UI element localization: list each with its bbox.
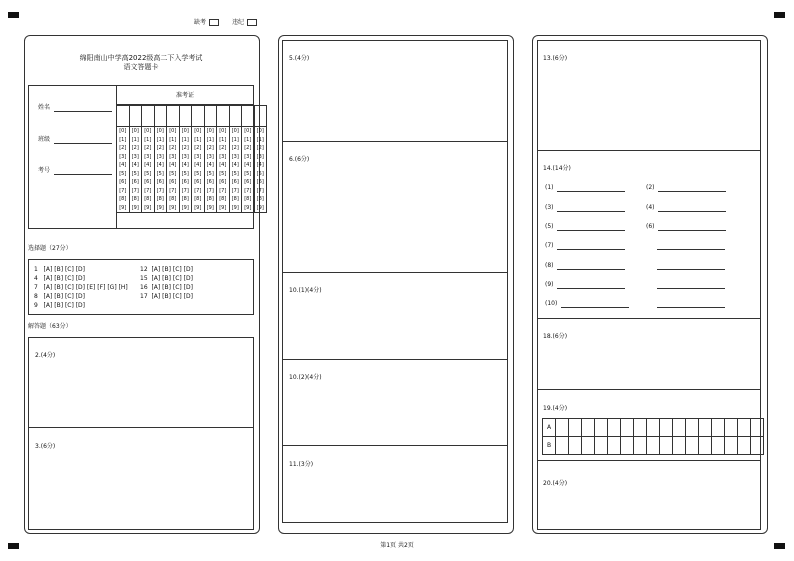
q14-item-label: (1) <box>545 184 554 191</box>
q10-1-label: 10.(1)(4分) <box>289 287 322 294</box>
q3-label: 3.(6分) <box>35 443 56 450</box>
q10-2-label: 10.(2)(4分) <box>289 374 322 381</box>
digit-bubble-column[interactable]: [0] [1] [2] [3] [4] [5] [6] [7] [8] [9] <box>254 127 267 213</box>
choice-row[interactable]: 4 [A] [B] [C] [D] <box>34 275 86 282</box>
q14-item-label: (5) <box>545 223 554 230</box>
q19-cell[interactable] <box>647 437 660 455</box>
q14-blank[interactable] <box>557 211 625 212</box>
q19-cell[interactable] <box>556 419 569 437</box>
digit-input-cell[interactable] <box>217 106 230 127</box>
digit-input-cell[interactable] <box>229 106 242 127</box>
q14-blank[interactable] <box>658 230 726 231</box>
q14-blank[interactable] <box>657 269 725 270</box>
choice-row[interactable]: 16 [A] [B] [C] [D] <box>140 284 193 291</box>
registration-mark <box>8 12 19 18</box>
answer-box-q14 <box>537 150 761 319</box>
q14-blank[interactable] <box>557 249 625 250</box>
choice-row[interactable]: 15 [A] [B] [C] [D] <box>140 275 193 282</box>
choice-row[interactable]: 17 [A] [B] [C] [D] <box>140 293 193 300</box>
q14-item-label: (6) <box>646 223 655 230</box>
digit-bubble-column[interactable]: [0] [1] [2] [3] [4] [5] [6] [7] [8] [9] <box>179 127 192 213</box>
q19-cell[interactable] <box>712 419 725 437</box>
q19-cell[interactable] <box>725 437 738 455</box>
class-field[interactable] <box>54 143 112 144</box>
violation-marker <box>232 19 257 26</box>
choice-row[interactable]: 8 [A] [B] [C] [D] <box>34 293 86 300</box>
digit-bubble-column[interactable]: [0] [1] [2] [3] [4] [5] [6] [7] [8] [9] <box>117 127 130 213</box>
digit-input-cell[interactable] <box>254 106 267 127</box>
answer-box-q13[interactable] <box>537 40 761 151</box>
q18-label: 18.(6分) <box>543 333 568 340</box>
answer-box-q20[interactable] <box>537 460 761 530</box>
q19-cell[interactable] <box>699 419 712 437</box>
q20-label: 20.(4分) <box>543 480 568 487</box>
digit-input-cell[interactable] <box>242 106 255 127</box>
q19-cell[interactable] <box>738 437 751 455</box>
registration-mark <box>774 12 785 18</box>
q14-blank[interactable] <box>557 269 625 270</box>
answer-section-title: 解答题（63分） <box>28 323 72 330</box>
answer-box-q18[interactable] <box>537 318 761 390</box>
q19-cell[interactable] <box>608 419 621 437</box>
exam-number-field-label: 考号 <box>38 167 51 174</box>
q14-item-label: (2) <box>646 184 655 191</box>
q19-label: 19.(4分) <box>543 405 568 412</box>
q19-cell[interactable] <box>699 437 712 455</box>
q14-item-label: (8) <box>545 262 554 269</box>
q5-label: 5.(4分) <box>289 55 310 62</box>
q14-label: 14.(14分) <box>543 165 571 172</box>
digit-bubble-column[interactable]: [0] [1] [2] [3] [4] [5] [6] [7] [8] [9] <box>154 127 167 213</box>
q14-blank[interactable] <box>657 288 725 289</box>
q19-cell[interactable] <box>660 437 673 455</box>
class-field-label: 班级 <box>38 136 51 143</box>
answer-box-q11[interactable] <box>282 445 508 523</box>
q19-cell[interactable] <box>569 419 582 437</box>
q14-blank[interactable] <box>561 307 629 308</box>
digit-input-cell[interactable] <box>117 106 130 127</box>
subject-title: 语文答题卡 <box>123 63 159 71</box>
choice-row[interactable]: 9 [A] [B] [C] [D] <box>34 302 86 309</box>
answer-box-q2[interactable] <box>28 337 254 428</box>
q19-cell[interactable] <box>569 437 582 455</box>
exam-number-field[interactable] <box>54 174 112 175</box>
absent-marker <box>194 19 219 26</box>
digit-input-cell[interactable] <box>142 106 155 127</box>
q19-cell[interactable] <box>608 437 621 455</box>
q19-cell[interactable] <box>686 419 699 437</box>
q19-cell[interactable] <box>673 419 686 437</box>
digit-bubble-column[interactable]: [0] [1] [2] [3] [4] [5] [6] [7] [8] [9] <box>142 127 155 213</box>
name-field-label: 姓名 <box>38 104 51 111</box>
q19-cell[interactable] <box>595 437 608 455</box>
q14-item-label: (10) <box>545 300 558 307</box>
digit-bubble-column[interactable]: [0] [1] [2] [3] [4] [5] [6] [7] [8] [9] <box>129 127 142 213</box>
choice-row[interactable]: 7 [A] [B] [C] [D] [E] [F] [G] [H] <box>34 284 128 291</box>
q14-blank[interactable] <box>557 288 625 289</box>
admission-label: 准考证 <box>175 92 194 99</box>
name-field[interactable] <box>54 111 112 112</box>
q19-cell[interactable] <box>582 419 595 437</box>
q11-label: 11.(3分) <box>289 461 314 468</box>
q19-cell[interactable] <box>751 419 764 437</box>
answer-box-q10-2[interactable] <box>282 359 508 446</box>
admission-bubbles <box>116 105 267 213</box>
q13-label: 13.(6分) <box>543 55 568 62</box>
digit-input-cell[interactable] <box>192 106 205 127</box>
digit-bubble-column[interactable]: [0] [1] [2] [3] [4] [5] [6] [7] [8] [9] <box>229 127 242 213</box>
q19-row-label: B <box>543 437 556 455</box>
q14-item-label: (9) <box>545 281 554 288</box>
q19-cell[interactable] <box>725 419 738 437</box>
school-title: 绵阳南山中学高2022级高二下入学考试 <box>79 54 203 62</box>
digit-bubble-column[interactable]: [0] [1] [2] [3] [4] [5] [6] [7] [8] [9] <box>217 127 230 213</box>
q19-cell[interactable] <box>595 419 608 437</box>
absent-label: 缺考 <box>194 19 207 26</box>
answer-box-q10-1[interactable] <box>282 272 508 360</box>
q19-cell[interactable] <box>751 437 764 455</box>
absent-checkbox[interactable] <box>209 19 219 26</box>
q19-cell[interactable] <box>647 419 660 437</box>
q14-blank[interactable] <box>557 191 625 192</box>
q14-item-label: (4) <box>646 204 655 211</box>
answer-box-q3[interactable] <box>28 427 254 530</box>
digit-bubble-column[interactable]: [0] [1] [2] [3] [4] [5] [6] [7] [8] [9] <box>192 127 205 213</box>
q19-cell[interactable] <box>621 437 634 455</box>
violation-checkbox[interactable] <box>247 19 257 26</box>
q19-row-label: A <box>543 419 556 437</box>
q19-cell[interactable] <box>660 419 673 437</box>
q19-cell[interactable] <box>556 437 569 455</box>
page-number: 第1页 共2页 <box>380 542 414 549</box>
choice-row[interactable]: 1 [A] [B] [C] [D] <box>34 266 86 273</box>
answer-box-q6[interactable] <box>282 141 508 273</box>
q19-cell[interactable] <box>686 437 699 455</box>
q19-cell[interactable] <box>738 419 751 437</box>
q14-blank[interactable] <box>658 191 726 192</box>
q14-blank[interactable] <box>657 307 725 308</box>
digit-bubble-column[interactable]: [0] [1] [2] [3] [4] [5] [6] [7] [8] [9] <box>167 127 180 213</box>
q14-item-label: (7) <box>545 242 554 249</box>
q19-cell[interactable] <box>673 437 686 455</box>
q19-cell[interactable] <box>712 437 725 455</box>
violation-label: 违纪 <box>232 19 245 26</box>
digit-bubble-column[interactable]: [0] [1] [2] [3] [4] [5] [6] [7] [8] [9] <box>204 127 217 213</box>
q19-cell[interactable] <box>582 437 595 455</box>
digit-input-cell[interactable] <box>204 106 217 127</box>
digit-input-cell[interactable] <box>179 106 192 127</box>
digit-input-cell[interactable] <box>154 106 167 127</box>
digit-bubble-column[interactable]: [0] [1] [2] [3] [4] [5] [6] [7] [8] [9] <box>242 127 255 213</box>
q14-blank[interactable] <box>658 211 726 212</box>
q6-label: 6.(6分) <box>289 156 310 163</box>
q19-cell[interactable] <box>634 437 647 455</box>
q19-cell[interactable] <box>634 419 647 437</box>
digit-input-cell[interactable] <box>129 106 142 127</box>
q19-cell[interactable] <box>621 419 634 437</box>
choice-section-title: 选择题（27分） <box>28 245 72 252</box>
choice-row[interactable]: 12 [A] [B] [C] [D] <box>140 266 193 273</box>
q14-blank[interactable] <box>657 249 725 250</box>
q2-label: 2.(4分) <box>35 352 56 359</box>
digit-input-cell[interactable] <box>167 106 180 127</box>
q14-blank[interactable] <box>557 230 625 231</box>
q19-grid <box>542 418 764 455</box>
q14-item-label: (3) <box>545 204 554 211</box>
answer-box-q5[interactable] <box>282 40 508 142</box>
